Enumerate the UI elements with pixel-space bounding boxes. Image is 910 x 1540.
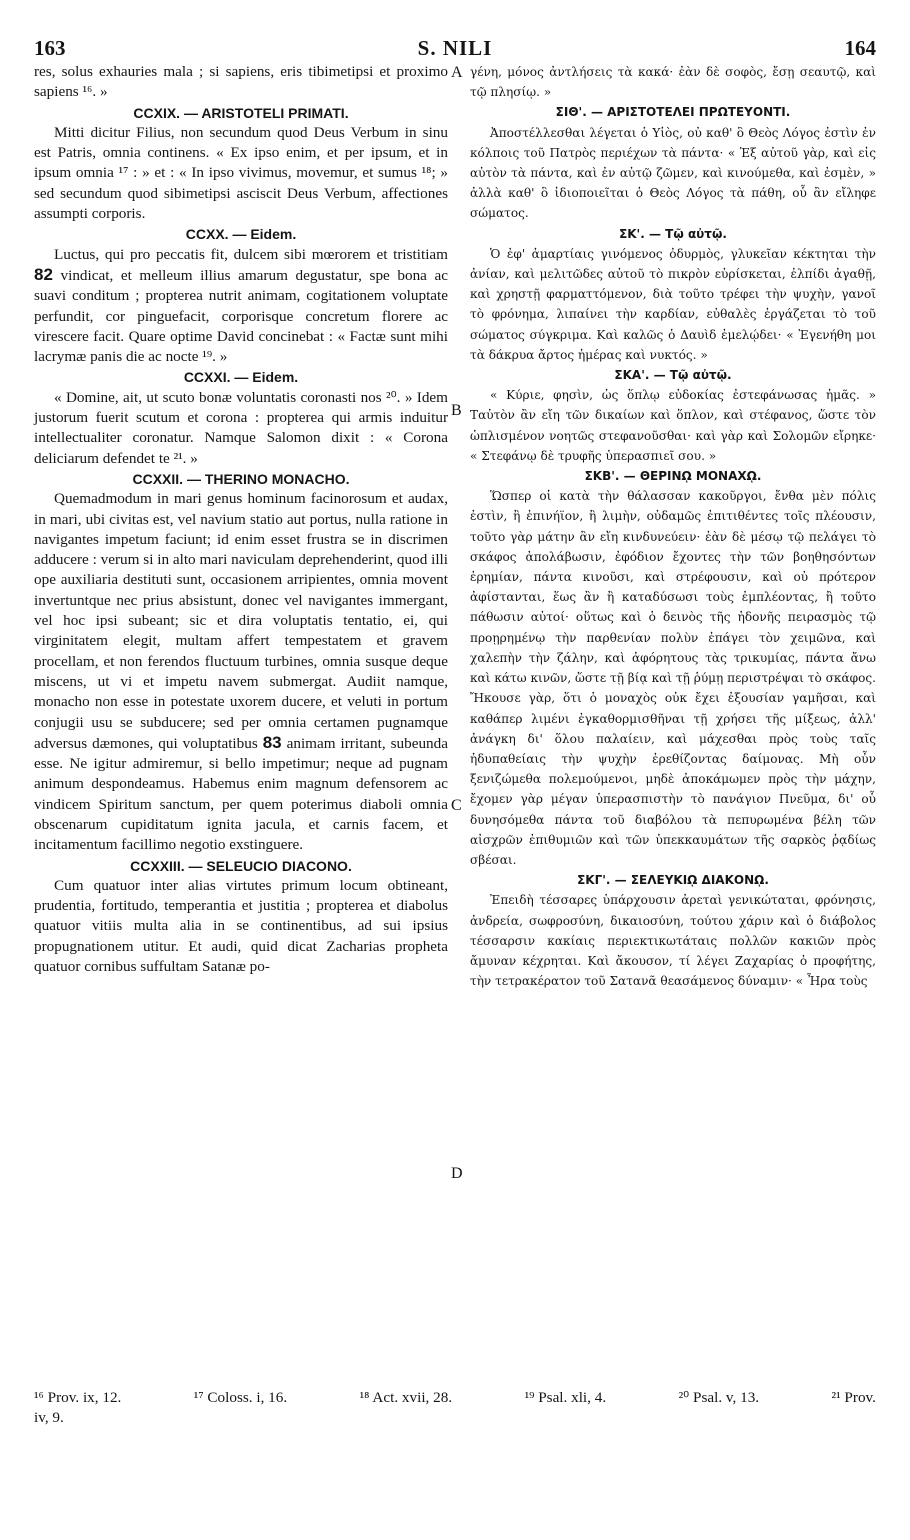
right-page-number: 164 [844, 36, 876, 60]
paragraph: res, solus exhauries mala ; si sapiens, eris tibimetipsi et proximo sapiens ¹⁶. » [34, 63, 448, 101]
footnote: ¹⁷ Coloss. i, 16. [193, 1389, 288, 1406]
paragraph: Cum quatuor inter alias virtutes primum locum obtineant, prudentia, fortitudo, temperantia et justitia ; propterea et diabolus quatuor vitiis multa alia in se continentibus, ad sui ipsius propugnationem utitur. Et audi, quid dicat Zacharias propheta quatuor cornibus suffultam Satanæ po- [34, 876, 448, 976]
section-heading: ΣΚ'. — Τῷ αὐτῷ. [619, 226, 727, 241]
section-heading: CCXXIII. — SELEUCIO DIACONO. [130, 857, 352, 874]
latin-column [34, 62, 448, 977]
section-heading: ΣΚΑ'. — Τῷ αὐτῷ. [614, 368, 732, 383]
greek-column [470, 62, 876, 991]
paragraph: Quemadmodum in mari genus hominum facinorosum et audax, in mari, ubi civitas est, vel navium statio aut portus, nulla ratione in navigantes impetum faciunt; id enim esset frustra se in discrimen adducere : verum si in alto mari naviculam deprehenderint, quod illi ope auxiliaria destituti sunt, occasionem arripientes, omnia movent invertuntque nec prius absistunt, donec vel navigantes immergant, vel hoc ipsi subeant; sic et dira voluptatis tentatio, ei, qui virginitatem elegit, multam affert tempestatem et gravem procellam, et non ferendos fluctuum turbines, omnia susque deque miscens, ut vi et impetu navem submergat. Audiit namque, monacho non esse in potestate uxorem ducere, et veluti in portum conjugii usu se subducere; sed per omnia certamen pugnamque adversus dæmones, qui voluptatibus 83 animam irritant, subeunda esse. Ne igitur admiremur, si bello impetimur; neque ad pugnam animum despondeamus. Habemus enim magnum defensorem ac vindicem Spiritum sanctum, per quem poterimus diaboli omnia obscenarum cupiditatum ignita jacula, et carnis facem, et incitamentum facillimo negotio exstinguere. [34, 490, 448, 854]
left-page-number: 163 [34, 36, 66, 60]
margin-letter-a: A [451, 64, 463, 81]
paragraph: « Domine, ait, ut scuto bonæ voluntatis coronasti nos ²⁰. » Idem justorum fuerit scutum et corona : propterea qui armis induitur intellectualiter coronatur. Namque Salomon dixit : « Corona deliciarum defendet te ²¹. » [34, 388, 448, 467]
footnote-line [34, 1388, 876, 1408]
section-heading: CCXX. — Eidem. [185, 226, 297, 243]
inline-page-number: 83 [262, 732, 282, 752]
paragraph: Mitti dicitur Filius, non secundum quod Deus Verbum in sinu est Patris, omnia continens. « Ex ipso enim, et per ipsum, et in ipsum omnia ¹⁷ : » et : « In ipso vivimus, movemur, et sumus ¹⁸; » sed secundum quod sibimetipsi asciscit Deus Verbum, affectiones assumpti corporis. [34, 123, 448, 223]
footnote: ¹⁹ Psal. xli, 4. [524, 1389, 607, 1406]
paragraph: Ὁ ἐφ' ἁμαρτίαις γινόμενος ὀδυρμὸς, γλυκεῖαν κέκτηται τὴν ἀνίαν, καὶ μελιτῶδες αὐτοῦ τὸ πικρὸν εὑρίσκεται, ἐλπίδι ἀγαθῇ, καὶ χρηστῇ φαρματτόμενον, διὰ τοῦτο τρέφει τὴν ψυχὴν, γανοῖ τὸ φρόνημα, λιπαίνει τὴν καρδίαν, εὐθαλὲς ἐργάζεται τὸ τοῦ σώματος σύγκριμα. Καὶ καλῶς ὁ Δαυὶδ ἐμελῴδει· « Ἐγενήθη μοι τὰ δάκρυα ἄρτος ἡμέρας καὶ νυκτός. » [470, 246, 876, 362]
footnote-continuation: iv, 9. [34, 1409, 64, 1426]
footnote: ²⁰ Psal. v, 13. [678, 1389, 760, 1406]
section-heading: ΣΚΓ'. — ΣΕΛΕΥΚΙῼ ΔΙΑΚΟΝῼ. [577, 873, 769, 888]
section-heading: CCXXII. — THERINO MONACHO. [132, 470, 350, 487]
paragraph: Ὥσπερ οἱ κατὰ τὴν θάλασσαν κακοῦργοι, ἔνθα μὲν πόλις ἐστὶν, ἢ ἐπινήϊον, ἢ λιμὴν, οὐδαμῶς ἐπιτιθέντες τοῖς πλέουσιν, τοῦτο γὰρ μάτην ἂν εἴη κινδυνεύειν· ἐὰν δὲ μέσῳ τῷ πελάγει τὸ σκάφος ἀπολάβωσιν, ἐφόδιον ἔχοντες τὴν τῶν βοηθησόντων ἐρημίαν, πάντα κινοῦσι, καὶ στρέφουσιν, καὶ οὐ πρότερον ἀφίστανται, ἕως ἂν ἢ καταδύσωσι τοὺς ἐμπλέοντας, ἢ τοῦτο πάθωσιν αὐτοί· οὕτως καὶ ὁ δεινὸς τῆς ἡδονῆς πειρασμὸς τῷ προῃρημένῳ τὴν παρθενίαν πολὺν ἐπάγει τὸν χειμῶνα, καὶ χαλεπὴν τὴν ζάλην, καὶ ἀφόρητους τὰς τρικυμίας, πάντα ἄνω καὶ κάτω κινῶν, ὥστε τῇ βίᾳ καὶ τῇ ῥύμῃ περιστρέψαι τὸ σκάφος. Ἤκουσε γὰρ, ὅτι ὁ μοναχὸς οὐκ ἔχει ἐξουσίαν γαμῆσαι, καὶ καθάπερ λιμένι ἐγκαθορμισθῆναι τῇ χρήσει τῆς μίξεως, ἀλλ' ἀνάγκη δι' ὅλου παλαίειν, καὶ μάχεσθαι πρὸς τοὺς ταῖς ἡδυπαθείαις τὴν ψυχὴν ἐρεθίζοντας δαίμονας. Μὴ οὖν ξενιζώμεθα πολεμούμενοι, μηδὲ ἀποκάμωμεν πρὸς τὴν μάχην, ἔχομεν γὰρ μέγαν ὑπερασπιστὴν τὸ πανάγιον Πνεῦμα, δι' οὗ δυνησόμεθα πάντα τοῦ διαβόλου τὰ πεπυρωμένα βέλη τῶν αἰσχρῶν ἐπιθυμιῶν καὶ τῶν ὑπεκκαυμάτων τῆς σαρκὸς ῥᾳδίως σβέσαι. [470, 489, 876, 867]
running-title: S. NILI [417, 36, 493, 60]
footnote: ²¹ Prov. [831, 1389, 876, 1406]
footnotes [34, 1388, 876, 1428]
running-header [34, 36, 876, 62]
footnote: ¹⁸ Act. xvii, 28. [359, 1389, 453, 1406]
paragraph: γένη, μόνος ἀντλήσεις τὰ κακά· ἐὰν δὲ σοφὸς, ἔσῃ σεαυτῷ, καὶ τῷ πλησίῳ. » [470, 65, 876, 100]
section-heading: CCXIX. — ARISTOTELI PRIMATI. [133, 104, 349, 121]
paragraph: Luctus, qui pro peccatis fit, dulcem sibi mœrorem et tristitiam 82 vindicat, et melleum illius amarum degustatur, spe bona ac suavi conditum ; propterea nutrit animam, cogitationem voluptate perfundit, cor pinguefacit, corporisque concretum florere ac virescere facit. Quare optime David concinebat : « Factæ sunt mihi lacrymæ panis die ac nocte ¹⁹. » [34, 245, 448, 366]
margin-letter-b: B [451, 402, 462, 419]
footnote: ¹⁶ Prov. ix, 12. [34, 1389, 122, 1406]
section-heading: ΣΚΒ'. — ΘΕΡΙΝῼ ΜΟΝΑΧῼ. [584, 469, 762, 484]
inline-page-number: 82 [34, 264, 53, 284]
margin-letter-c: C [451, 797, 462, 814]
margin-letter-d: D [451, 1165, 463, 1182]
section-heading: CCXXI. — Eidem. [183, 369, 299, 386]
paragraph: Ἀποστέλλεσθαι λέγεται ὁ Υἱὸς, οὐ καθ' ὃ Θεὸς Λόγος ἐστὶν ἐν κόλποις τοῦ Πατρὸς περιέχων τὰ πάντα· « Ἐξ αὐτοῦ γὰρ, καὶ εἰς αὐτὸν τὰ πάντα, καὶ ἐν αὐτῷ ζῶμεν, καὶ κινούμεθα, καὶ ἐσμὲν, » ἀλλὰ καθ' ὃ ἰδιοποιεῖται ὁ Θεὸς Λόγος τὰ πάθη, οὗ ἂν εἴληφε σώματος. [470, 125, 876, 221]
paragraph: Ἐπειδὴ τέσσαρες ὑπάρχουσιν ἀρεταὶ γενικώταται, φρόνησις, ἀνδρεία, σωφροσύνη, δικαιοσύνη, τούτου χάριν καὶ ὁ διάβολος τέσσαρσιν κακίαις περιεκτικωτάταις πολλῶν κακιῶν πρὸς ἄμυναν κέχρηται. Καὶ ἄκουσον, τί λέγει Ζαχαρίας ὁ προφήτης, τὴν τετρακέρατον τοῦ Σατανᾶ θεασάμενος δύναμιν· « Ἦρα τοὺς [470, 893, 876, 989]
paragraph: « Κύριε, φησὶν, ὡς ὅπλῳ εὐδοκίας ἐστεφάνωσας ἡμᾶς. » Ταὐτὸν ἂν εἴη τῶν δικαίων καὶ ὅπλον, καὶ στέφανος, ὥστε τὸν ὡπλισμένον νοητῶς στεφανοῦσθαι· καὶ γὰρ καὶ Σολομῶν εἴρηκε· « Στεφάνῳ δὲ τρυφῆς ὑπερασπιεῖ σου. » [470, 388, 876, 463]
section-heading: ΣΙΘ'. — ΑΡΙΣΤΟΤΕΛΕΙ ΠΡΩΤΕΥΟΝΤΙ. [555, 105, 791, 120]
